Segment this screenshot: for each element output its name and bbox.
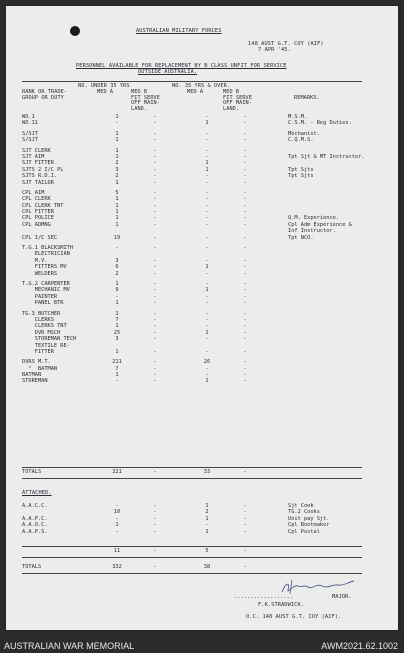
under35-med-b-cell: - [153, 509, 157, 516]
remarks-cell: Mechanist. [288, 130, 320, 137]
over35-med-a-cell: - [205, 173, 209, 180]
under35-med-b-cell: - [153, 221, 157, 228]
over35-med-a-cell: - [205, 365, 209, 372]
rank-cell: DVR MSCH [22, 329, 61, 336]
over35-med-b-cell: - [243, 329, 247, 336]
under35-med-b-cell: - [153, 548, 157, 554]
under35-med-a-cell: 1 [115, 323, 119, 330]
over35-med-b-cell: - [243, 166, 247, 173]
remarks-cell: Unit pay Sjt. [288, 515, 330, 522]
rank-cell: WO.11 [22, 120, 38, 127]
signatory-office: O.C. 148 AUST G.T. COY (AIF). [246, 614, 342, 620]
header-remarks: REMARKS. [294, 95, 320, 101]
over35-med-a-cell: - [205, 280, 209, 287]
under35-med-b-cell: - [153, 114, 157, 120]
table-row [22, 137, 382, 143]
document-page: AUSTRALIAN MILITARY FORCES 148 AUST G.T. COY (AIF) 7 APR '45. PERSONNEL AVAILABLE FOR REPLACEMENT BY B CLASS UNFIT FOR SERVICE OUTSIDE AUSTRALIA. NO. UNDER 35 YRS NO. 35 YRS & OVER. RANK OR TRADE- GROUP OR DUTY MED A MED B FIT SERVE OFF MAIN- LAND. MED A MED B FIT SERVE OFF MAIN- LAND. REMARKS. WO.1 1 - - - M.S.M. WO.11 - - 1 - C.S.M. - Reg Duties. S/SJT 1 - - - Mechanist. S/SJT 1 - - - C.Q.M.S. SJT CLERK 1 - - - SJT AIM 1 - - - Tpt Sjt & MT Instructor. SJT FITTER 2 - 1 - SJTS 2 I/C PL 3 - 1 - Tpt Sjts SJTS R.D.I. 2 - - - Tpt Sjts SJT TAILOR 1 - - - CPL AIM 5 - - - CPL CLERK 1 - - - CPL CLERK TNT 1 - - - CPL FITTER 1 - - - CPL POLICE 1 - - - Q.M. Experience. CPL ADMNG 1 - - - Cpl Adm Experience & Inf Instructor. CPL I/C SEC 19 - - - Tpt NCO. T.G.1 BLACKSMITH - - - - ELECTRICIAN M.V. 3 - - - FITTERS MV 6 - 1 - WELDERS 2 - - - T.G.2 CARPENTER 1 - - - MECHANIC MV 9 - 1 - PAINTER - - - - PANEL BTR 1 - - - TG.3 BUTCHER 1 - - - CLERKS 7 - - - CLERKS TNT 1 - - - DVR MSCH 25 - 1 - STOREMAN TECH 3 - - - TEXTILE RE- FITTER 1 - - - DVRS M.T. 211 - 26 - " BATMAN 7 - - - BATMAN 1 - - - STOREMAN - - 1 - TOTALS 321 - 33 - ATTACHED. A.A.C.C. - - 1 - Sjt Cook 10 - 2 - TG.2 Cooks A.A.P.C. - - 1 - Unit pay Sjt. A.A.O.C. 1 - - - Cpl Bootmaker A.A.P.S. - - 1 - Cpl Postal 11 - 5 - TOTALS 332 - 38 - .................. MAJOR. F.K.STRADWICK. O.C. 148 AUST G.T. COY (AIF). [6, 6, 398, 630]
under35-med-b-cell: - [153, 329, 157, 336]
under35-med-a-cell: 1 [115, 221, 119, 228]
attached-subtotal-row [22, 548, 382, 554]
subject-line-1: PERSONNEL AVAILABLE FOR REPLACEMENT BY B CLASS UNFIT FOR SERVICE [76, 63, 287, 69]
over35-med-a-cell: - [205, 130, 209, 137]
remarks-cell: Tpt Sjts [288, 173, 314, 180]
table-row [22, 548, 382, 554]
under35-med-b-cell: - [153, 264, 157, 271]
over35-med-a-cell: - [205, 202, 209, 209]
over35-med-a-cell: 1 [205, 378, 209, 385]
over35-med-b-cell: - [243, 179, 247, 186]
header-under35: NO. UNDER 35 YRS [78, 83, 130, 89]
rank-cell: FITTER [22, 348, 54, 355]
rule-attached-sub-top [22, 546, 362, 547]
rank-cell: CPL ADMNG [22, 221, 51, 228]
over35-med-a-cell: - [205, 522, 209, 529]
under35-med-b-cell: - [153, 469, 157, 475]
under35-med-b-cell: - [153, 137, 157, 144]
personnel-table [22, 114, 382, 385]
rule-top [22, 81, 362, 82]
over35-med-a-cell: 1 [205, 329, 209, 336]
under35-med-a-cell: 1 [115, 348, 119, 355]
header-med-a-2: MED A [187, 89, 204, 95]
under35-med-a-cell: - [115, 503, 119, 509]
footer-right: AWM2021.62.1002 [321, 641, 398, 651]
remarks-cell: Inf Instructor. [288, 228, 336, 235]
over35-med-b-cell: - [243, 215, 247, 222]
rank-cell: FITTERS MV [22, 264, 67, 271]
over35-med-b-cell: - [243, 114, 247, 120]
header-med-a-1: MED A [97, 89, 114, 95]
under35-med-a-cell: 10 [113, 509, 121, 516]
under35-med-a-cell: 321 [112, 469, 122, 475]
under35-med-a-cell: 1 [115, 179, 119, 186]
header-over35: NO. 35 YRS & OVER. [172, 83, 231, 89]
over35-med-b-cell: - [243, 348, 247, 355]
rank-cell: S/SJT [22, 130, 38, 137]
under35-med-b-cell: - [153, 189, 157, 196]
under35-med-b-cell: - [153, 160, 157, 167]
under35-med-a-cell: 1 [115, 310, 119, 317]
over35-med-a-cell: - [205, 147, 209, 154]
under35-med-a-cell: 2 [115, 270, 119, 277]
rank-cell: TEXTILE RE- [22, 342, 70, 349]
table-row [22, 300, 382, 306]
rule-attached-sub-bottom [22, 557, 362, 558]
remarks-cell: C.S.M. - Reg Duties. [288, 120, 352, 127]
rank-cell: CPL FITTER [22, 209, 54, 216]
under35-med-a-cell: 1 [115, 153, 119, 160]
over35-med-b-cell: - [243, 293, 247, 300]
over35-med-b-cell: - [243, 316, 247, 323]
rank-cell: SJTS 2 I/C PL [22, 166, 64, 173]
under35-med-a-cell: 211 [112, 359, 122, 366]
rank-cell: ELECTRICIAN [22, 251, 70, 258]
rank-cell: STOREMAN [22, 378, 48, 385]
over35-med-a-cell: - [205, 114, 209, 120]
rank-cell: MECHANIC MV [22, 287, 70, 294]
table-row [22, 271, 382, 277]
over35-med-b-cell: - [243, 365, 247, 372]
over35-med-a-cell: - [205, 257, 209, 264]
over35-med-a-cell: - [205, 196, 209, 203]
rank-cell: A.A.O.C. [22, 522, 48, 529]
over35-med-a-cell: - [205, 310, 209, 317]
over35-med-b-cell: - [243, 160, 247, 167]
under35-med-a-cell: 7 [115, 316, 119, 323]
unit-name: 148 AUST G.T. COY (AIF) [248, 41, 324, 47]
rank-cell: TOTALS [22, 469, 42, 475]
under35-med-b-cell: - [153, 564, 157, 570]
rank-cell: CPL I/C SEC [22, 234, 58, 241]
over35-med-b-cell: - [243, 310, 247, 317]
over35-med-a-cell: - [205, 189, 209, 196]
under35-med-b-cell: - [153, 528, 157, 535]
over35-med-b-cell: - [243, 372, 247, 379]
over35-med-a-cell: 1 [205, 528, 209, 535]
table-row [22, 349, 382, 355]
over35-med-b-cell: - [243, 503, 247, 509]
under35-med-a-cell: 1 [115, 196, 119, 203]
table-row [22, 529, 382, 535]
rank-cell: M.V. [22, 257, 48, 264]
over35-med-b-cell: - [243, 359, 247, 366]
over35-med-a-cell: - [205, 270, 209, 277]
over35-med-b-cell: - [243, 522, 247, 529]
remarks-cell: Q.M. Experience. [288, 215, 340, 222]
table-row [22, 235, 382, 241]
under35-med-a-cell: 5 [115, 189, 119, 196]
over35-med-a-cell: - [205, 336, 209, 343]
over35-med-b-cell: - [243, 130, 247, 137]
rank-cell: SJT FITTER [22, 160, 54, 167]
under35-med-b-cell: - [153, 310, 157, 317]
under35-med-a-cell: 3 [115, 336, 119, 343]
rank-cell: T.G.1 BLACKSMITH [22, 245, 74, 252]
under35-med-b-cell: - [153, 287, 157, 294]
over35-med-a-cell: - [205, 323, 209, 330]
remarks-cell: Tpt Sjts [288, 166, 314, 173]
under35-med-a-cell: - [115, 120, 119, 127]
over35-med-a-cell: - [205, 215, 209, 222]
under35-med-b-cell: - [153, 257, 157, 264]
rule-totals-bottom [22, 478, 362, 479]
remarks-cell: TG.2 Cooks [288, 509, 320, 516]
over35-med-b-cell: - [243, 300, 247, 307]
rank-cell: CPL AIM [22, 189, 45, 196]
rank-cell: CLERKS TNT [22, 323, 67, 330]
under35-med-b-cell: - [153, 153, 157, 160]
doc-title: AUSTRALIAN MILITARY FORCES [136, 28, 222, 34]
under35-med-b-cell: - [153, 348, 157, 355]
over35-med-a-cell: - [205, 137, 209, 144]
rank-cell: PANEL BTR [22, 300, 64, 307]
header-med-b-1: MED B FIT SERVE OFF MAIN- LAND. [131, 89, 161, 112]
under35-med-a-cell: 3 [115, 166, 119, 173]
over35-med-a-cell: 5 [205, 548, 209, 554]
rank-cell: WELDERS [22, 270, 58, 277]
rank-cell: SJT AIM [22, 153, 45, 160]
subject-line-2: OUTSIDE AUSTRALIA. [138, 69, 198, 75]
under35-med-a-cell: 1 [115, 215, 119, 222]
doc-date: 7 APR '45. [258, 47, 291, 53]
under35-med-a-cell: 11 [113, 548, 121, 554]
rank-cell: SJTS R.D.I. [22, 173, 58, 180]
under35-med-b-cell: - [153, 202, 157, 209]
rank-cell: S/SJT [22, 137, 38, 144]
over35-med-a-cell: - [205, 179, 209, 186]
remarks-cell: Sjt Cook [288, 503, 314, 509]
under35-med-b-cell: - [153, 120, 157, 127]
over35-med-b-cell: - [243, 120, 247, 127]
under35-med-a-cell: 25 [113, 329, 121, 336]
under35-med-b-cell: - [153, 147, 157, 154]
over35-med-a-cell: 1 [205, 503, 209, 509]
under35-med-b-cell: - [153, 173, 157, 180]
over35-med-a-cell: - [205, 234, 209, 241]
over35-med-b-cell: - [243, 245, 247, 252]
over35-med-b-cell: - [243, 137, 247, 144]
under35-med-b-cell: - [153, 316, 157, 323]
over35-med-a-cell: 2 [205, 509, 209, 516]
remarks-cell: C.Q.M.S. [288, 137, 314, 144]
remarks-cell: Tpt NCO. [288, 234, 314, 241]
over35-med-b-cell: - [243, 264, 247, 271]
over35-med-a-cell: - [205, 300, 209, 307]
rank-cell: WO.1 [22, 114, 35, 120]
over35-med-a-cell: 38 [203, 564, 211, 570]
under35-med-b-cell: - [153, 365, 157, 372]
over35-med-a-cell: 1 [205, 120, 209, 127]
under35-med-a-cell: 1 [115, 300, 119, 307]
under35-med-b-cell: - [153, 503, 157, 509]
over35-med-a-cell: 1 [205, 287, 209, 294]
under35-med-a-cell: 7 [115, 365, 119, 372]
punch-hole [70, 26, 80, 36]
rank-cell: A.A.P.S. [22, 528, 48, 535]
under35-med-a-cell: 6 [115, 264, 119, 271]
over35-med-a-cell: 1 [205, 160, 209, 167]
under35-med-b-cell: - [153, 270, 157, 277]
over35-med-b-cell: - [243, 234, 247, 241]
under35-med-a-cell: 1 [115, 372, 119, 379]
rank-cell: CPL CLERK TNT [22, 202, 64, 209]
over35-med-a-cell: - [205, 372, 209, 379]
under35-med-a-cell: - [115, 378, 119, 385]
under35-med-a-cell: 1 [115, 147, 119, 154]
rank-cell: A.A.C.C. [22, 503, 48, 509]
over35-med-a-cell: 33 [203, 469, 211, 475]
under35-med-a-cell: - [115, 528, 119, 535]
rank-cell: A.A.P.C. [22, 515, 48, 522]
over35-med-b-cell: - [243, 515, 247, 522]
under35-med-b-cell: - [153, 515, 157, 522]
under35-med-b-cell: - [153, 372, 157, 379]
rank-cell: TOTALS [22, 564, 42, 570]
rank-cell: PAINTER [22, 293, 58, 300]
table-row [22, 120, 382, 126]
rank-cell: T.G.2 CARPENTER [22, 280, 70, 287]
over35-med-b-cell: - [243, 280, 247, 287]
rank-cell: BATMAN [22, 372, 42, 379]
archive-footer [0, 638, 404, 653]
under35-med-b-cell: - [153, 336, 157, 343]
rank-cell: DVRS M.T. [22, 359, 51, 366]
under35-med-a-cell: 3 [115, 257, 119, 264]
under35-med-a-cell: 1 [115, 130, 119, 137]
under35-med-a-cell: - [115, 245, 119, 252]
over35-med-b-cell: - [243, 336, 247, 343]
under35-med-b-cell: - [153, 522, 157, 529]
rank-cell: SJT CLERK [22, 147, 51, 154]
over35-med-a-cell: 26 [203, 359, 211, 366]
over35-med-b-cell: - [243, 323, 247, 330]
header-med-b-2: MED B FIT SERVE OFF MAIN- LAND. [223, 89, 253, 112]
under35-med-b-cell: - [153, 378, 157, 385]
over35-med-b-cell: - [243, 257, 247, 264]
under35-med-b-cell: - [153, 245, 157, 252]
signatory-rank: MAJOR. [332, 594, 352, 600]
under35-med-a-cell: 2 [115, 173, 119, 180]
under35-med-a-cell: 19 [113, 234, 121, 241]
under35-med-b-cell: - [153, 166, 157, 173]
table-row [22, 469, 382, 475]
over35-med-b-cell: - [243, 287, 247, 294]
over35-med-b-cell: - [243, 221, 247, 228]
over35-med-a-cell: 1 [205, 264, 209, 271]
remarks-cell: Cpl Bootmaker [288, 522, 330, 529]
under35-med-b-cell: - [153, 359, 157, 366]
attached-table [22, 503, 382, 535]
under35-med-b-cell: - [153, 196, 157, 203]
totals-row [22, 469, 382, 475]
over35-med-b-cell: - [243, 202, 247, 209]
under35-med-a-cell: 1 [115, 209, 119, 216]
over35-med-a-cell: - [205, 245, 209, 252]
under35-med-a-cell: - [115, 293, 119, 300]
remarks-cell: Tpt Sjt & MT Instructor. [288, 153, 365, 160]
under35-med-a-cell: - [115, 515, 119, 522]
under35-med-b-cell: - [153, 300, 157, 307]
header-rank: RANK OR TRADE- GROUP OR DUTY [22, 89, 68, 101]
table-row [22, 180, 382, 186]
under35-med-a-cell: 1 [115, 114, 119, 120]
rank-cell: CLERKS [22, 316, 54, 323]
rank-cell: SJT TAILOR [22, 179, 54, 186]
rank-cell: " BATMAN [22, 365, 58, 372]
rank-cell: STOREMAN TECH [22, 336, 77, 343]
over35-med-a-cell: 1 [205, 515, 209, 522]
rank-cell: TG.3 BUTCHER [22, 310, 61, 317]
under35-med-a-cell: 1 [115, 522, 119, 529]
over35-med-a-cell: - [205, 348, 209, 355]
under35-med-b-cell: - [153, 215, 157, 222]
rank-cell: CPL POLICE [22, 215, 54, 222]
over35-med-a-cell: 1 [205, 166, 209, 173]
over35-med-b-cell: - [243, 270, 247, 277]
over35-med-b-cell: - [243, 173, 247, 180]
over35-med-b-cell: - [243, 469, 247, 475]
over35-med-b-cell: - [243, 528, 247, 535]
rule-bottom [22, 573, 362, 574]
over35-med-a-cell: - [205, 221, 209, 228]
attached-heading: ATTACHED. [22, 490, 52, 496]
remarks-cell: M.S.M. [288, 114, 308, 120]
over35-med-b-cell: - [243, 196, 247, 203]
over35-med-b-cell: - [243, 153, 247, 160]
table-row [22, 378, 382, 384]
over35-med-b-cell: - [243, 189, 247, 196]
under35-med-b-cell: - [153, 293, 157, 300]
table-row [22, 564, 382, 570]
remarks-cell: Cpl Postal [288, 528, 320, 535]
remarks-cell: Cpl Adm Experience & [288, 221, 352, 228]
over35-med-a-cell: - [205, 316, 209, 323]
under35-med-b-cell: - [153, 323, 157, 330]
under35-med-a-cell: 1 [115, 137, 119, 144]
under35-med-b-cell: - [153, 130, 157, 137]
over35-med-b-cell: - [243, 548, 247, 554]
under35-med-a-cell: 2 [115, 160, 119, 167]
over35-med-b-cell: - [243, 209, 247, 216]
over35-med-b-cell: - [243, 378, 247, 385]
over35-med-a-cell: - [205, 209, 209, 216]
footer-left: AUSTRALIAN WAR MEMORIAL [4, 641, 135, 651]
over35-med-b-cell: - [243, 564, 247, 570]
over35-med-a-cell: - [205, 293, 209, 300]
under35-med-a-cell: 1 [115, 280, 119, 287]
under35-med-a-cell: 9 [115, 287, 119, 294]
under35-med-b-cell: - [153, 179, 157, 186]
rule-totals-top [22, 467, 362, 468]
over35-med-b-cell: - [243, 509, 247, 516]
under35-med-b-cell: - [153, 280, 157, 287]
over35-med-a-cell: - [205, 153, 209, 160]
over35-med-b-cell: - [243, 147, 247, 154]
under35-med-a-cell: 332 [112, 564, 122, 570]
under35-med-b-cell: - [153, 209, 157, 216]
rank-cell: CPL CLERK [22, 196, 51, 203]
attached-totals-row [22, 564, 382, 570]
under35-med-b-cell: - [153, 234, 157, 241]
under35-med-a-cell: 1 [115, 202, 119, 209]
signatory-name: F.K.STRADWICK. [258, 602, 305, 608]
